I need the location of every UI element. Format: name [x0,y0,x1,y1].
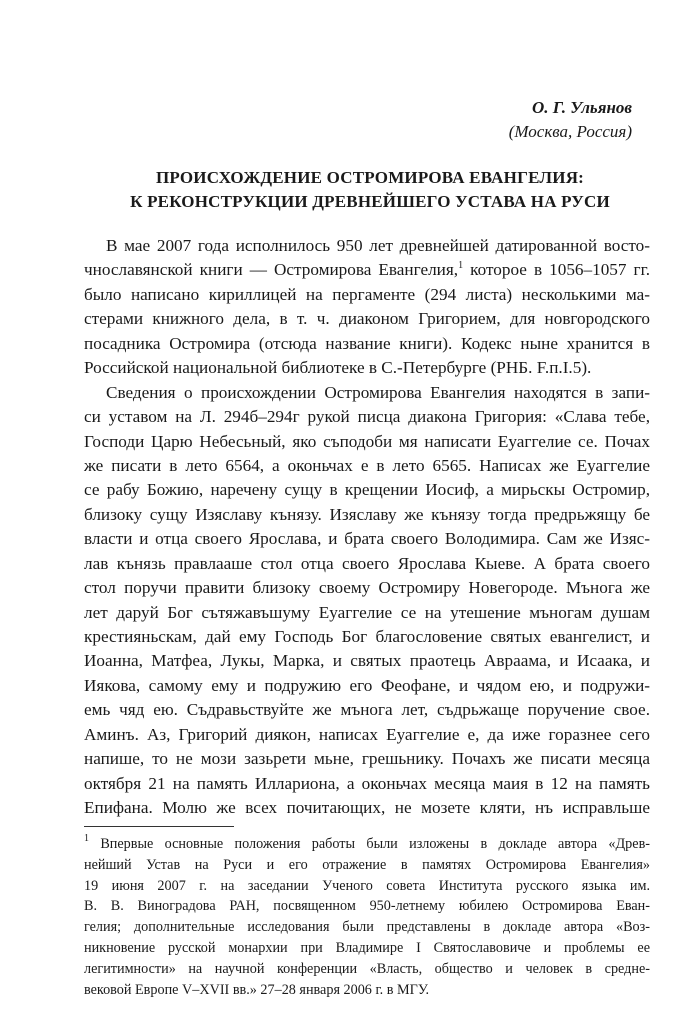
text-line: си уставом на Л. 294б–294г рукой писца диакона Григория: «Слава тебе, [84,407,650,427]
text-line: емь чяд ею. Съдравьствуйте же мънога лет, съдрьжаще поручение свое. [84,700,650,720]
footnote-marker: 1 [84,833,89,844]
paragraph-2 [84,381,650,821]
text-line: В мае 2007 года исполнилось 950 лет древнейшей датированной восто- [106,236,650,255]
article-title [84,166,656,214]
text-line: близоку сущу Изяславу кънязу. Изяславу же кънязу тогда предрьжящу бе [84,504,650,524]
text-line: власти и отца своего Ярослава, и брата своего Володимира. Сам же Изяс- [84,529,650,549]
footnote-ref[interactable]: 1 [458,260,464,272]
text-line: крестияньскам, дай ему Господь Бог благословение святых евангелист, и [84,627,650,646]
text-line: же писати в лето 6564, а оконьчах е в лето 6565. Написах же Еуаггелие [84,455,650,475]
text-line: посадника Остромира (отсюда название книги). Кодекс ныне хранится в [84,333,650,353]
footnote-line: никновение русской монархии при Владимире I Святославовиче и проблемы ее [84,939,650,956]
author-name: О. Г. Ульянов [531,98,632,117]
title-line: ПРОИСХОЖДЕНИЕ ОСТРОМИРОВА ЕВАНГЕЛИЯ: [155,168,585,187]
footnote [84,834,650,1000]
author-block [509,96,632,144]
footnote-line: 19 июня 2007 г. на заседании Ученого совета Института русского языка им. [84,877,650,894]
text-line: Господи Царю Небесьный, яко съподоби мя написати Еуаггелие се. Почах [84,431,650,451]
footnote-divider [84,826,234,827]
text-line: Российской национальной библиотеке в С.-Петербурге (РНБ. F.п.I.5). [84,358,592,378]
text-line: Епифана. Молю же всех почитающих, не мозете кляти, нъ исправльше [84,798,650,818]
text-line: Сведения о происхождении Остромирова Евангелия находятся в запи- [106,382,650,402]
text-line: Иякова, самому ему и подружию его Феофане, и чядом ею, и подружи- [84,675,650,695]
text-line: се рабу Божию, наречену сущу в крещении Иосиф, а мирьскы Остромир, [84,480,650,500]
article-body [84,234,650,821]
footnote-line: гелия; дополнительные исследования были представлены в докладе автора «Воз- [84,919,650,936]
text-line: лет даруй Бог сътяжавъшуму Еуаггелие се на утешение мъногам душам [84,602,650,622]
text-line: чнославянской книги — Остромирова Евангелия,$^1$ которое в 1056–1057 гг. [84,260,650,280]
title-line: К РЕКОНСТРУКЦИИ ДРЕВНЕЙШЕГО УСТАВА НА РУСИ [130,192,610,211]
text-line: напише, то не мози зазьрети мьне, грешьнику. Почахъ же писати месяца [84,749,650,769]
footnote-line: $^1$ Впервые основные положения работы были изложены в докладе автора «Древ- [84,833,650,852]
text-line: стол поручи правити близоку своему Остромиру Новегороде. Мънога же [84,578,650,598]
footnote-line: В. В. Виноградова РАН, посвященном 950-летнему юбилею Остромирова Еван- [84,898,650,915]
footnote-line: вековой Европе V–XVII вв.» 27–28 января 2006 г. в МГУ. [84,981,430,998]
text-line: октября 21 на память Иллариона, а оконьчах месяца маия в 12 на память [84,773,650,793]
text-line: Иоанна, Матфеа, Лукы, Марка, и святых праотець Авраама, и Исаака, и [84,651,650,671]
footnote-line: нейший Устав на Руси и его отражение в памятях Остромирова Евангелия» [84,856,650,873]
text-line: стерами книжного дела, в т. ч. диаконом Григорием, для новгородского [84,309,650,329]
text-line: Аминъ. Аз, Григорий диякон, написах Еуаггелие е, да иже горазнее сего [84,724,650,744]
author-affiliation: (Москва, Россия) [508,122,632,141]
text-line: было написано кириллицей на пергаменте (294 листа) несколькими ма- [84,284,650,304]
text-line: лав кънязь правлааше стол отца своего Ярослава Кыеве. А брата своего [84,553,650,573]
footnote-line: легитимности» на научной конференции «Власть, общество и человек в средне- [84,960,650,977]
